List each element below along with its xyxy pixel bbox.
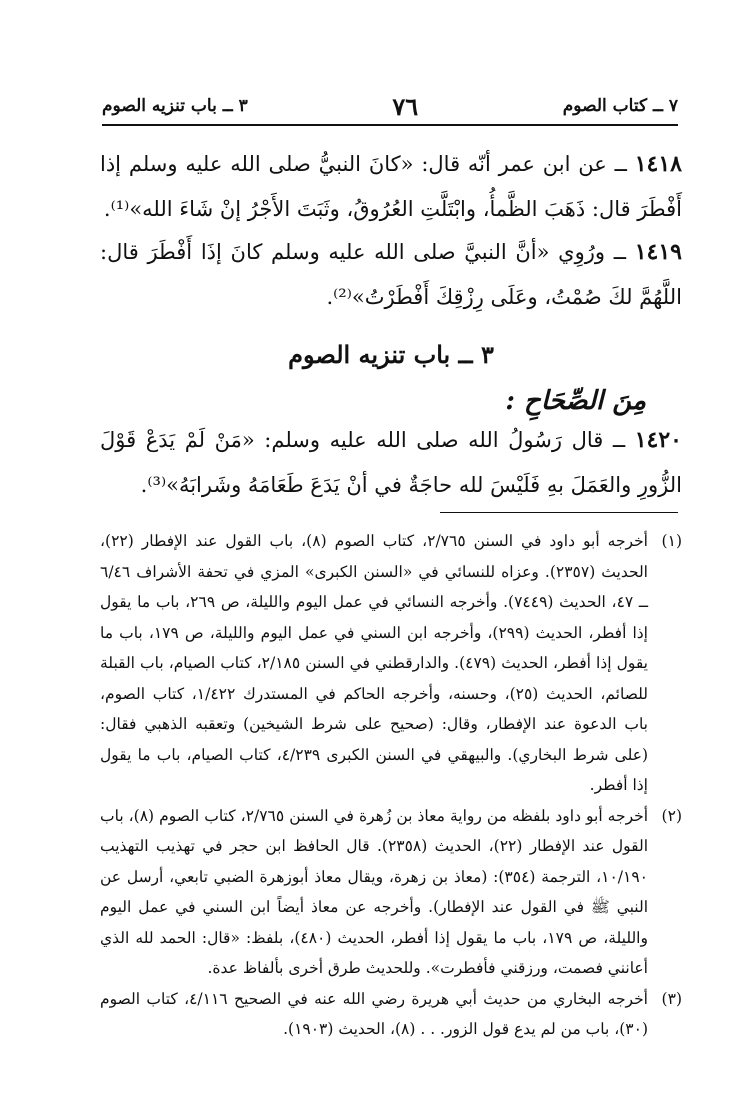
sihah-subheading: مِنَ الصِّحَاحِ : bbox=[505, 386, 646, 416]
hadith-1418 bbox=[100, 142, 682, 232]
section-title: ٣ ــ باب تنزيه الصوم bbox=[288, 340, 494, 369]
hadith-number: ١٤١٩ bbox=[634, 239, 682, 265]
chapter-title: ٧ ــ كتاب الصوم bbox=[562, 96, 678, 116]
header-rule bbox=[102, 124, 678, 126]
hadith-number: ١٤١٨ bbox=[634, 151, 682, 177]
hadith-1419 bbox=[100, 230, 682, 320]
footnote-text: أخرجه البخاري من حديث أبي هريرة رضي الله عنه في الصحيح ٤/١١٦، كتاب الصوم (٣٠)، باب من لم يدع قول الزور. . . (٨)، الحديث (١٩٠٣). bbox=[100, 989, 648, 1038]
hadith-1420 bbox=[100, 418, 682, 508]
footnotes bbox=[100, 526, 682, 1045]
footnote-2 bbox=[100, 801, 682, 984]
hadith-text: ــ قال رَسُولُ الله صلى الله عليه وسلم: «مَنْ لَمْ يَدَعْ قَوْلَ الزُّورِ والعَمَلَ بهِ فَلَيْسَ لله حاجَةٌ في أنْ يَدَعَ طَعَامَهُ وشَرابَهُ»⁽³⁾. bbox=[100, 428, 682, 497]
hadith-text: ــ عن ابن عمر أنّه قال: «كانَ النبيُّ صلى الله عليه وسلم إذا أَفْطَرَ قال: ذَهَبَ الظَّمأُ، وابْتَلَّتِ العُرُوقُ، وثَبَتَ الأَجْرُ إنْ شَاءَ الله»⁽¹⁾. bbox=[100, 152, 682, 221]
footnote-marker: (١) bbox=[661, 532, 682, 550]
running-header bbox=[102, 88, 678, 124]
section-running-title: ٣ ــ باب تنزيه الصوم bbox=[102, 96, 248, 116]
footnote-1 bbox=[100, 526, 682, 801]
footnote-text: أخرجه أبو داود بلفظه من رواية معاذ بن زُهرة في السنن ٢/٧٦٥، كتاب الصوم (٨)، باب القول عند الإفطار (٢٢)، الحديث (٢٣٥٨). قال الحافظ ابن حجر في تهذيب التهذيب ١٠/١٩٠، الترجمة (٣٥٤): (معاذ بن زهرة، ويقال معاذ أبوزهرة الضبي تابعي، أرسل عن النبي ﷺ في القول عند الإفطار). وأخرجه عن معاذ أيضاً ابن السني في عمل اليوم والليلة، ص ١٧٩، باب ما يقول إذا أفطر، الحديث (٤٨٠)، بلفظ: «قال: الحمد لله الذي أعانني فصمت، ورزقني فأفطرت». وللحديث طرق أخرى بألفاظ عدة. bbox=[100, 806, 649, 977]
hadith-text: ــ ورُوِي «أنَّ النبيَّ صلى الله عليه وسلم كانَ إذَا أَفْطَرَ قال: اللَّهُمَّ لكَ صُمْتُ، وعَلَى رِزْقِكَ أَفْطَرْتُ»⁽²⁾. bbox=[100, 240, 682, 309]
footnote-marker: (٢) bbox=[661, 806, 682, 825]
footnote-text: أخرجه أبو داود في السنن ٢/٧٦٥، كتاب الصوم (٨)، باب القول عند الإفطار (٢٢)، الحديث (٢٣٥٧). وعزاه للنسائي في «السنن الكبرى» المزي في تحفة الأشراف ٦/٤٦ ــ ٤٧، الحديث (٧٤٤٩). وأخرجه النسائي في عمل اليوم والليلة، ص ٢٦٩، باب ما يقول إذا أفطر، الحديث (٢٩٩)، وأخرجه ابن السني في عمل اليوم والليلة، ص ١٧٩، باب ما يقول إذا أفطر، الحديث (٤٧٩). والدارقطني في السنن ٢/١٨٥، كتاب الصيام، باب القبلة للصائم، الحديث (٢٥)، وحسنه، وأخرجه الحاكم في المستدرك ١/٤٢٢، كتاب الصوم، باب الدعوة عند الإفطار، وقال: (صحيح على شرط الشيخين) وتعقبه الذهبي فقال: (على شرط البخاري). والبيهقي في السنن الكبرى ٤/٢٣٩، كتاب الصيام، باب ما يقول إذا أفطر. bbox=[100, 532, 649, 794]
footnote-marker: (٣) bbox=[661, 989, 682, 1008]
footnote-rule bbox=[440, 512, 678, 513]
hadith-number: ١٤٢٠ bbox=[634, 427, 682, 453]
footnote-3 bbox=[100, 984, 682, 1045]
page-number: ٧٦ bbox=[392, 91, 419, 121]
